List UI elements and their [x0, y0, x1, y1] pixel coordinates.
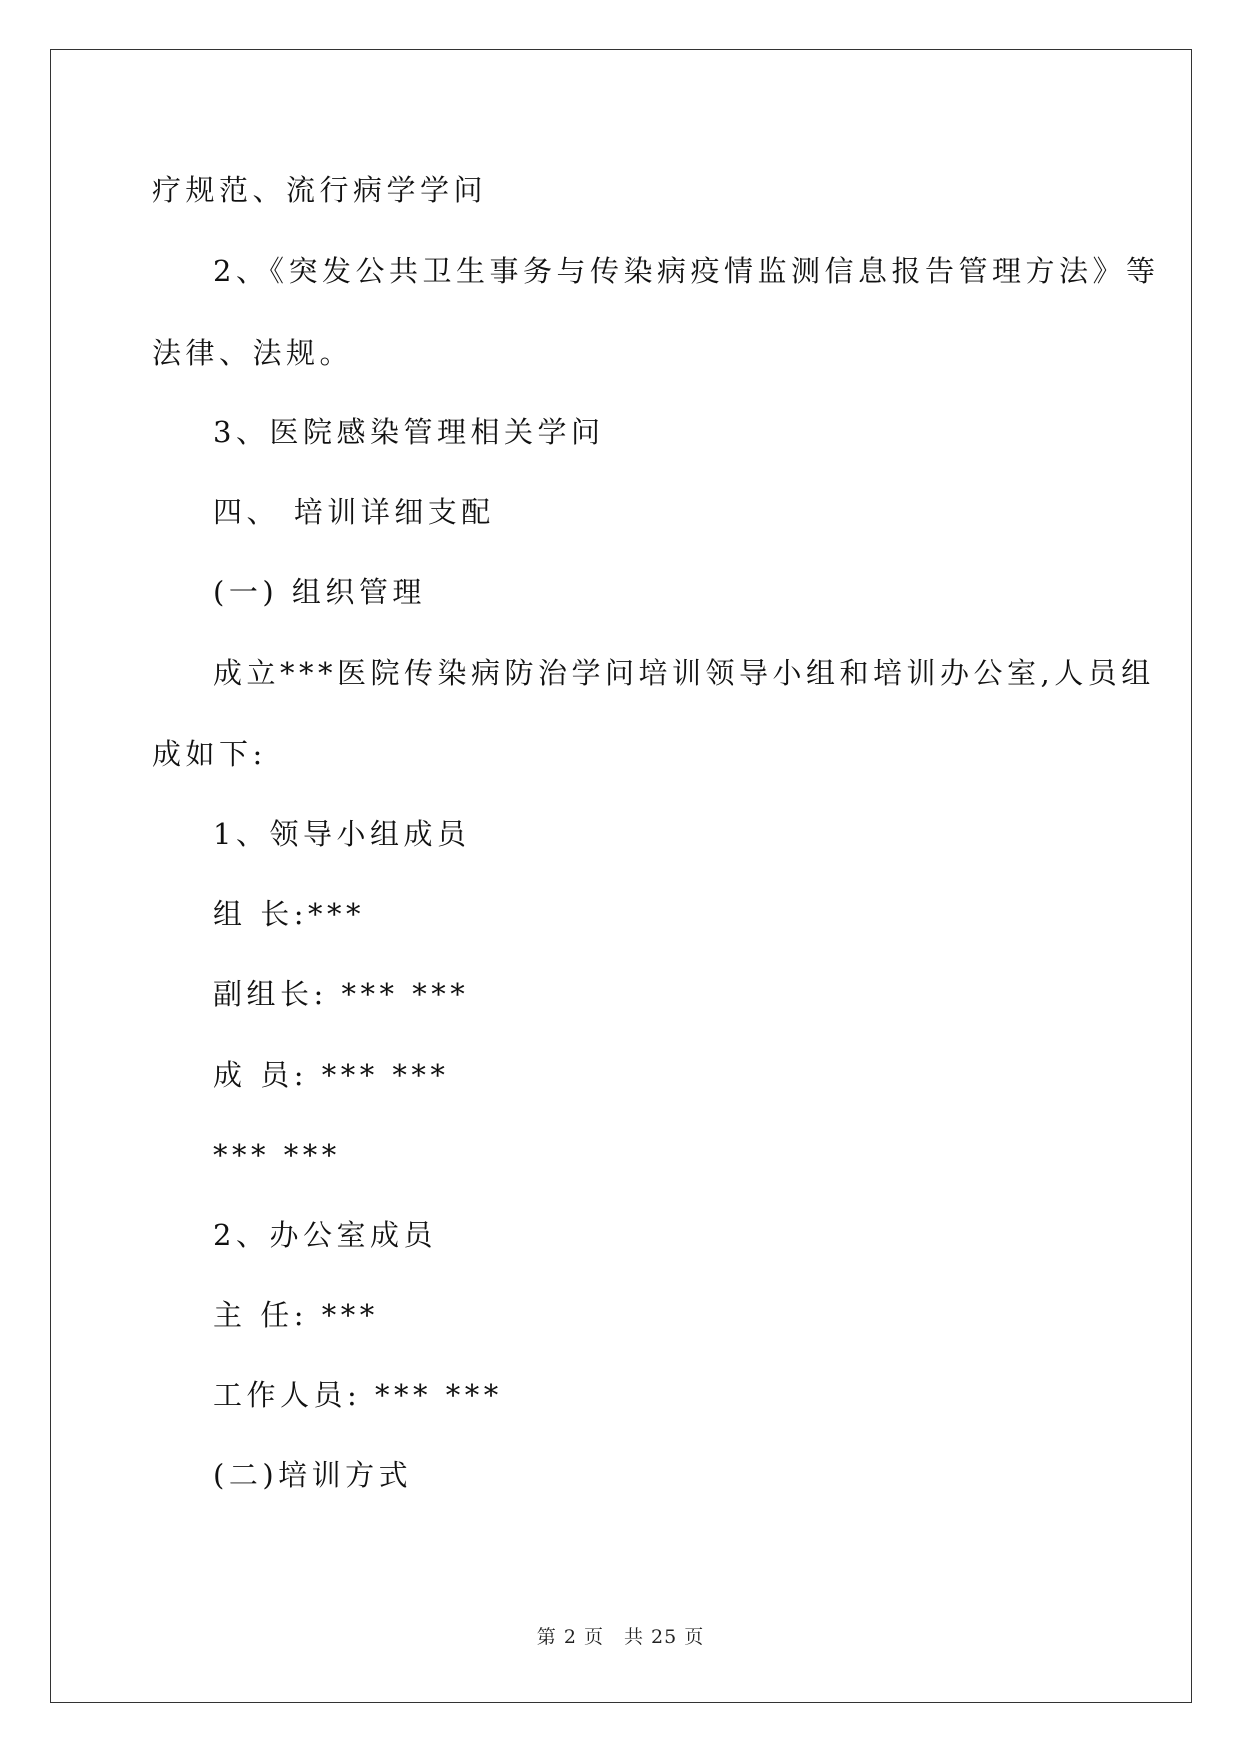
text-line-item-2-cont: 法律、法规。	[152, 336, 354, 370]
page-frame	[50, 49, 1192, 1703]
section-heading-4: 四、 培训详细支配	[213, 495, 495, 529]
text-line-members: 成 员: *** ***	[213, 1058, 450, 1092]
text-line-office-members: 2、办公室成员	[213, 1218, 437, 1252]
text-line-members-cont: *** ***	[213, 1138, 341, 1172]
text-line-establish: 成立***医院传染病防治学问培训领导小组和培训办公室,人员组	[213, 656, 1155, 690]
text-line-director: 主 任: ***	[213, 1298, 379, 1332]
subsection-heading-2: (二)培训方式	[213, 1458, 413, 1492]
text-line-leadership-group: 1、领导小组成员	[213, 817, 471, 851]
page-footer: 第 2 页 共 25 页	[536, 1626, 705, 1648]
text-line-item-3: 3、医院感染管理相关学问	[213, 415, 605, 449]
text-line-continuation: 疗规范、流行病学学问	[152, 173, 488, 207]
text-line-group-leader: 组 长:***	[213, 897, 365, 931]
text-line-staff: 工作人员: *** ***	[213, 1378, 503, 1412]
subsection-heading-1: (一) 组织管理	[213, 575, 426, 609]
text-line-establish-cont: 成如下:	[152, 737, 267, 771]
text-line-deputy-leader: 副组长: *** ***	[213, 977, 470, 1011]
text-line-item-2: 2、《突发公共卫生事务与传染病疫情监测信息报告管理方法》等	[213, 254, 1160, 288]
